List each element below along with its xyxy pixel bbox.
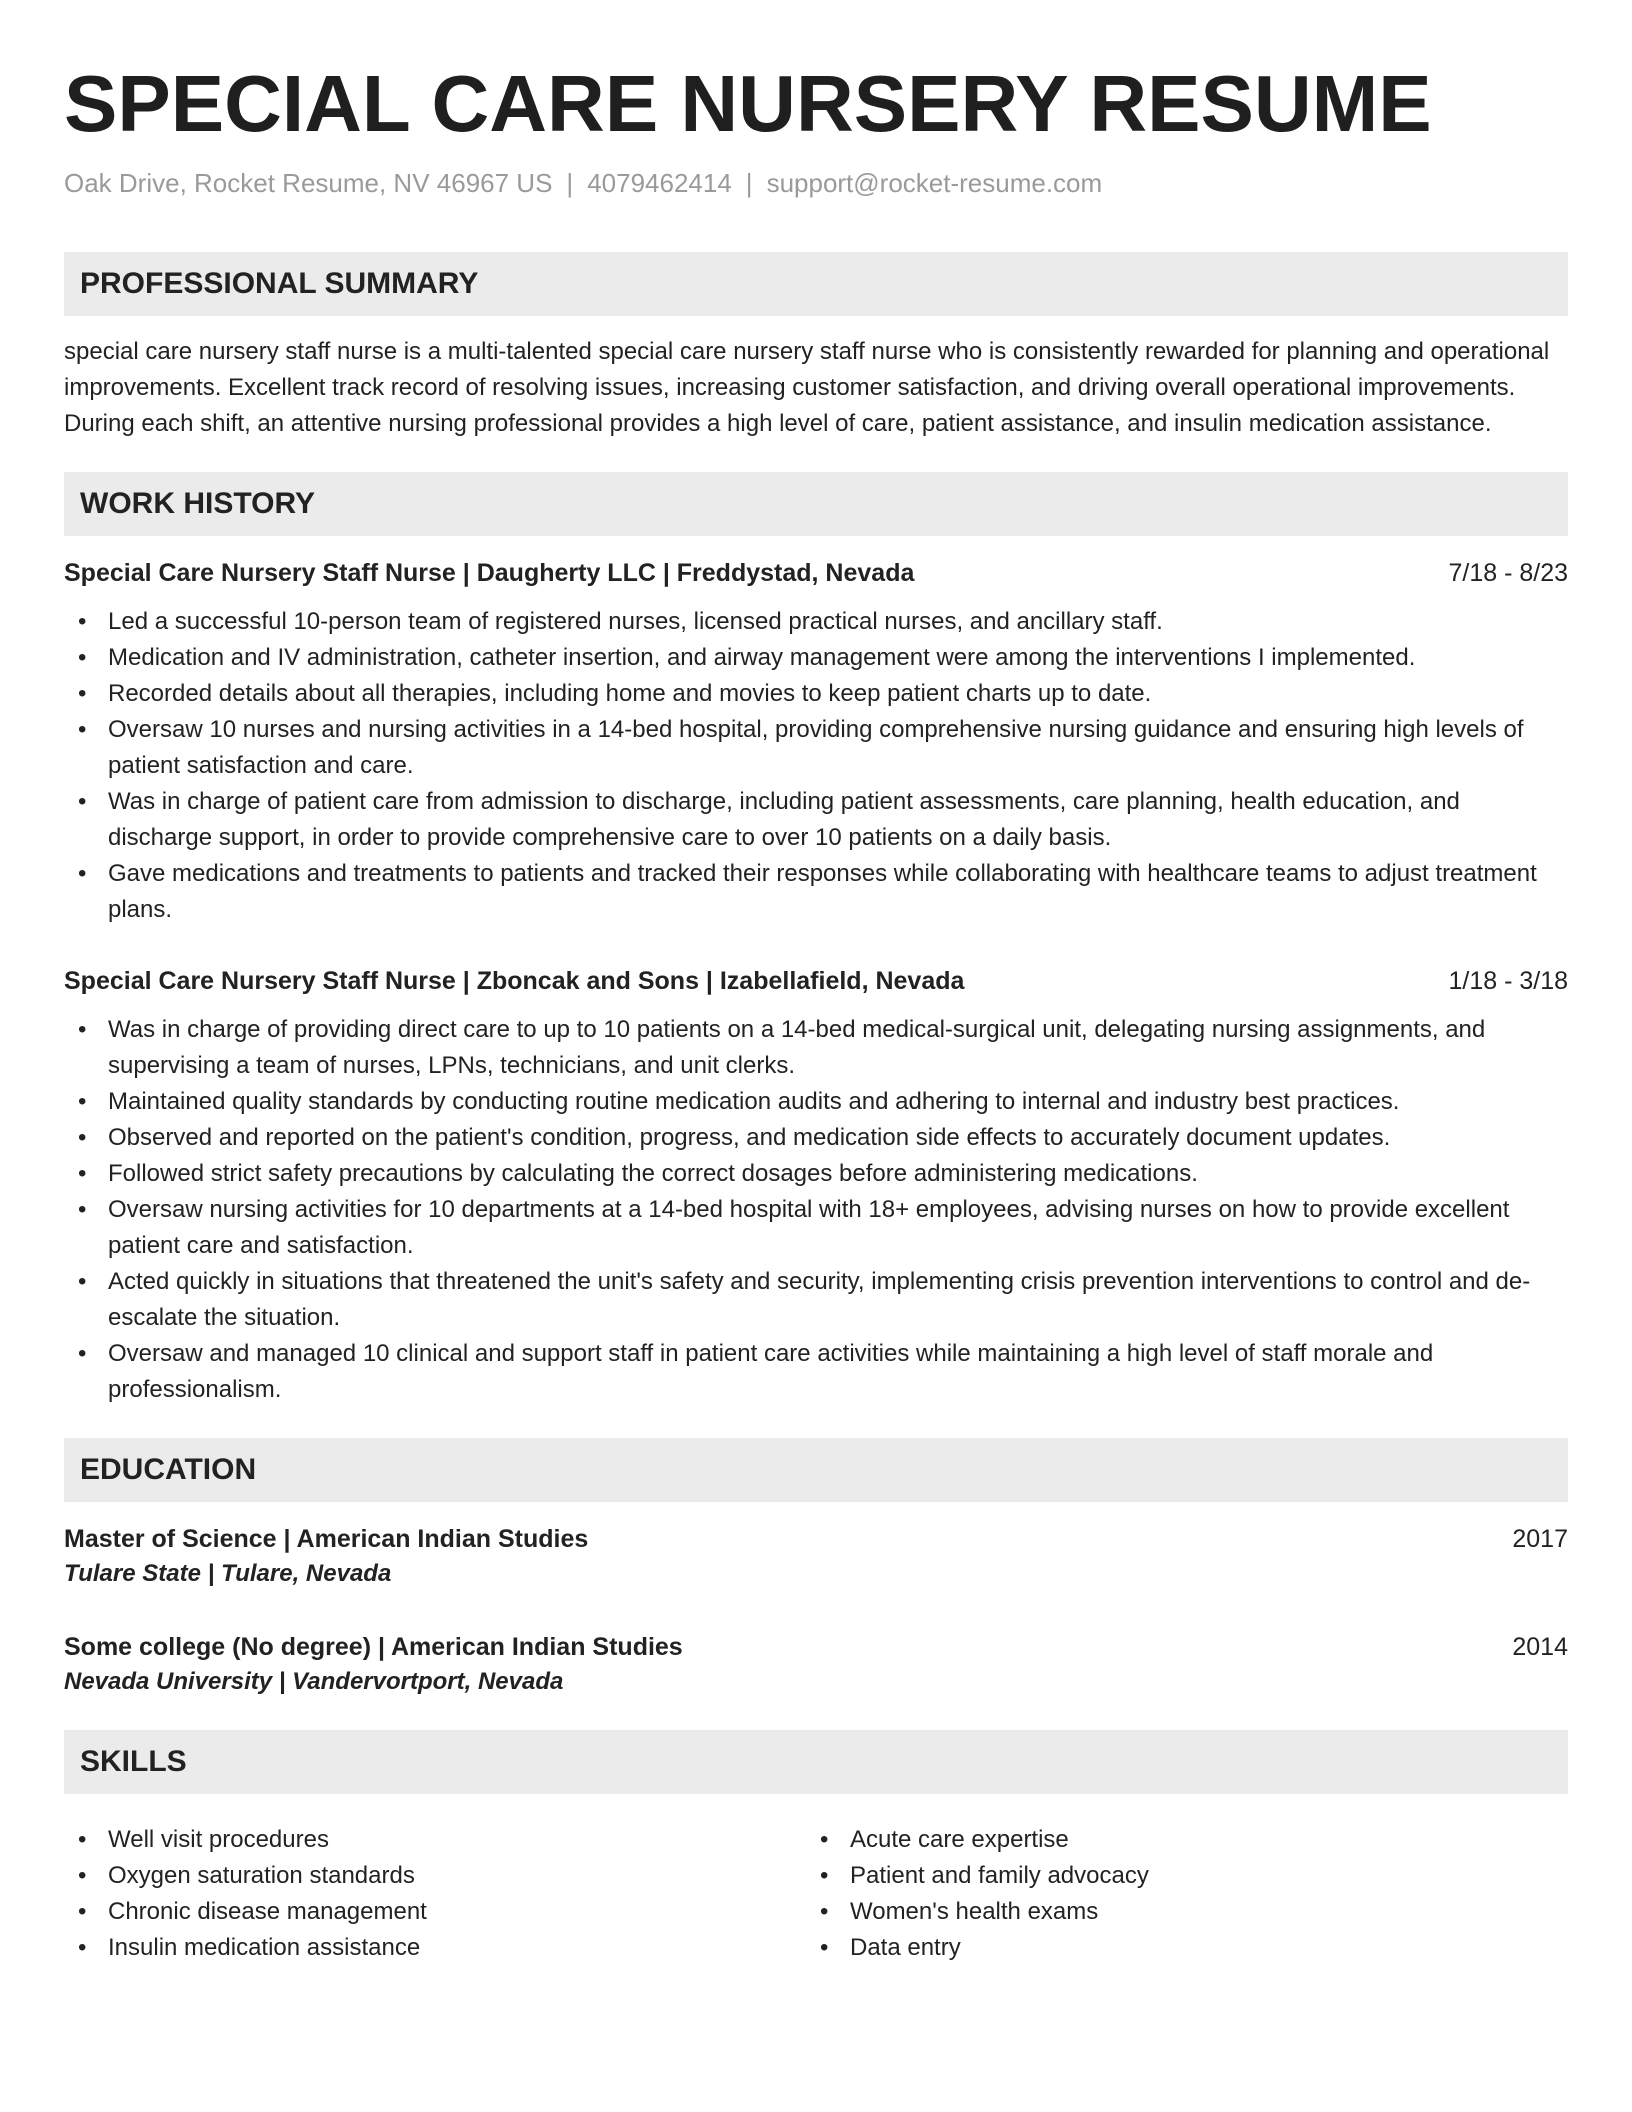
list-item: • Data entry <box>806 1930 1548 1966</box>
list-item: • Medication and IV administration, catheter insertion, and airway management were among the interventions I implemented. <box>64 640 1568 676</box>
job-bullets <box>64 604 1568 928</box>
section-heading-skills: SKILLS <box>64 1730 1568 1794</box>
list-item: • Gave medications and treatments to patients and tracked their responses while collaborating with healthcare teams to adjust treatment plans. <box>64 856 1568 928</box>
skills-list <box>64 1808 1568 1966</box>
skills-column-right <box>806 1822 1548 1966</box>
list-item: • Oxygen saturation standards <box>64 1858 806 1894</box>
list-item: • Insulin medication assistance <box>64 1930 806 1966</box>
contact-separator: | <box>566 168 574 198</box>
list-item: • Oversaw 10 nurses and nursing activities in a 14-bed hospital, providing comprehensive nursing guidance and ensuring high levels of patient satisfaction and care. <box>64 712 1568 784</box>
list-item: • Oversaw nursing activities for 10 departments at a 14-bed hospital with 18+ employees, advising nurses on how to provide excellent patient care and satisfaction. <box>64 1192 1568 1264</box>
job-dates: 7/18 - 8/23 <box>1448 559 1568 587</box>
degree: Master of Science | American Indian Studies <box>64 1525 589 1553</box>
graduation-year: 2017 <box>1512 1525 1568 1553</box>
list-item: • Followed strict safety precautions by calculating the correct dosages before administering medications. <box>64 1156 1568 1192</box>
list-item: • Well visit procedures <box>64 1822 806 1858</box>
summary-text: special care nursery staff nurse is a multi-talented special care nursery staff nurse who is consistently rewarded for planning and operational improvements. Excellent track record of resolving issues, increasing customer satisfaction, and driving overall operational improvements. During each shift, an attentive nursing professional provides a high level of care, patient assistance, and insulin medication assistance. <box>64 338 1550 437</box>
list-item: • Acted quickly in situations that threatened the unit's safety and security, implementing crisis prevention interventions to control and de-escalate the situation. <box>64 1264 1568 1336</box>
school: Nevada University | Vandervortport, Nevada <box>64 1668 564 1695</box>
list-item: • Patient and family advocacy <box>806 1858 1548 1894</box>
list-item: • Acute care expertise <box>806 1822 1548 1858</box>
resume-page <box>64 58 1568 1966</box>
list-item: • Recorded details about all therapies, including home and movies to keep patient charts up to date. <box>64 676 1568 712</box>
job-header <box>64 556 1568 590</box>
list-item: • Oversaw and managed 10 clinical and support staff in patient care activities while maintaining a high level of staff morale and professionalism. <box>64 1336 1568 1408</box>
email: support@rocket-resume.com <box>766 168 1103 198</box>
job-title: Special Care Nursery Staff Nurse | Zboncak and Sons | Izabellafield, Nevada <box>64 967 965 995</box>
education-header <box>64 1630 1568 1664</box>
list-item: • Observed and reported on the patient's condition, progress, and medication side effects to accurately document updates. <box>64 1120 1568 1156</box>
school: Tulare State | Tulare, Nevada <box>64 1560 392 1587</box>
job-bullets <box>64 1012 1568 1408</box>
graduation-year: 2014 <box>1512 1633 1568 1661</box>
resume-title: SPECIAL CARE NURSERY RESUME <box>64 59 1432 148</box>
list-item: • Women's health exams <box>806 1894 1548 1930</box>
job-dates: 1/18 - 3/18 <box>1448 967 1568 995</box>
contact-separator: | <box>745 168 753 198</box>
list-item: • Maintained quality standards by conducting routine medication audits and adhering to internal and industry best practices. <box>64 1084 1568 1120</box>
job-title: Special Care Nursery Staff Nurse | Daugherty LLC | Freddystad, Nevada <box>64 559 915 587</box>
job-header <box>64 964 1568 998</box>
contact-line <box>64 166 1568 200</box>
section-heading-education: EDUCATION <box>64 1438 1568 1502</box>
section-heading-work: WORK HISTORY <box>64 472 1568 536</box>
degree: Some college (No degree) | American Indian Studies <box>64 1633 683 1661</box>
section-heading-summary: PROFESSIONAL SUMMARY <box>64 252 1568 316</box>
skills-column-left <box>64 1822 806 1966</box>
list-item: • Chronic disease management <box>64 1894 806 1930</box>
list-item: • Was in charge of patient care from admission to discharge, including patient assessments, care planning, health education, and discharge support, in order to provide comprehensive care to over 10 patients on a daily basis. <box>64 784 1568 856</box>
list-item: • Was in charge of providing direct care to up to 10 patients on a 14-bed medical-surgical unit, delegating nursing assignments, and supervising a team of nurses, LPNs, technicians, and unit clerks. <box>64 1012 1568 1084</box>
phone: 4079462414 <box>587 168 732 198</box>
list-item: • Led a successful 10-person team of registered nurses, licensed practical nurses, and ancillary staff. <box>64 604 1568 640</box>
education-header <box>64 1522 1568 1556</box>
address: Oak Drive, Rocket Resume, NV 46967 US <box>64 168 553 198</box>
